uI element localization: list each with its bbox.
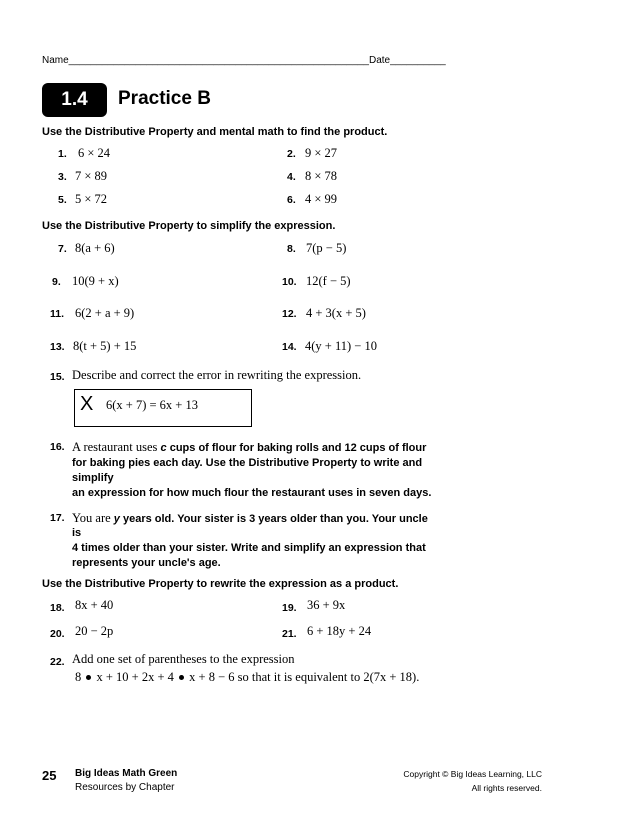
problem-expression: 6 + 18y + 24 (307, 624, 372, 638)
error-expression: 6(x + 7) = 6x + 13 (106, 398, 198, 412)
problem-number: 17. (50, 512, 65, 524)
text-lead: You are (72, 511, 114, 525)
expr-part: x + 8 − 6 (189, 670, 235, 684)
problem-number: 10. (282, 276, 297, 288)
section2-instruction: Use the Distributive Property to simplify the expression. (42, 220, 336, 232)
page-number: 25 (42, 768, 57, 783)
problem-expression: 8 × 78 (305, 169, 338, 183)
problem-number: 1. (58, 148, 67, 160)
problem-number: 12. (282, 308, 297, 320)
problem-number: 5. (58, 194, 67, 206)
problem-number: 2. (287, 148, 296, 160)
problem-number: 4. (287, 171, 296, 183)
problem-number: 9. (52, 276, 61, 288)
section3-instruction: Use the Distributive Property to rewrite the expression as a product. (42, 578, 399, 590)
problem-text-line: an expression for how much flour the restaurant uses in seven days. (72, 487, 432, 499)
target-expression: 2(7x + 18). (363, 670, 420, 684)
problem-expression: 8x + 40 (75, 598, 114, 612)
page-title: Practice B (118, 88, 211, 109)
problem-number: 20. (50, 628, 65, 640)
problem-text: Describe and correct the error in rewriting the expression. (72, 368, 362, 382)
expr-part: x + 10 + 2x + 4 (96, 670, 174, 684)
footer-copyright: Copyright © Big Ideas Learning, LLC (403, 769, 542, 779)
footer-rights: All rights reserved. (471, 783, 542, 793)
problem-expression: 8(a + 6) (75, 241, 115, 255)
error-x-mark: X (80, 393, 94, 415)
name-date-line: Name______________________________________________________Date__________ (42, 55, 446, 66)
problem-expression: 9 × 27 (305, 146, 338, 160)
variable: c (160, 442, 167, 454)
text-rest: years old. Your sister is 3 years older than you. Your uncle (119, 513, 428, 525)
variable: y (113, 513, 120, 525)
problem-expression: 7 × 89 (75, 169, 108, 183)
problem-expression: 5 × 72 (75, 192, 108, 206)
text-lead: A restaurant uses (72, 440, 161, 454)
problem-text-line: 4 times older than your sister. Write and simplify an expression that (72, 542, 426, 554)
problem-expression: 20 − 2p (75, 624, 114, 638)
problem-text-line: for baking pies each day. Use the Distributive Property to write and (72, 457, 423, 469)
footer-book-title: Big Ideas Math Green (75, 768, 178, 779)
problem-expression: 10(9 + x) (72, 274, 119, 288)
footer-resources: Resources by Chapter (75, 782, 175, 793)
problem-expression: 8(t + 5) + 15 (73, 339, 137, 353)
problem-text-line: represents your uncle's age. (72, 557, 221, 569)
section-badge: 1.4 (42, 83, 107, 117)
problem-text-line (72, 440, 426, 455)
problem-expression: 12(f − 5) (306, 274, 351, 288)
problem-number: 19. (282, 602, 297, 614)
problem-text-line (72, 511, 428, 526)
section1-instruction: Use the Distributive Property and mental math to find the product. (42, 126, 388, 138)
problem-expression: 4 × 99 (305, 192, 338, 206)
problem-expression: 4(y + 11) − 10 (305, 339, 377, 353)
problem-number: 15. (50, 371, 65, 383)
problem-number: 11. (50, 308, 65, 320)
problem-expression: 6 × 24 (78, 146, 111, 160)
problem-expression: 4 + 3(x + 5) (306, 306, 366, 320)
problem-expression: 36 + 9x (307, 598, 346, 612)
problem-number: 16. (50, 441, 65, 453)
problem-number: 14. (282, 341, 297, 353)
problem-number: 8. (287, 243, 296, 255)
text-rest: cups of flour for baking rolls and 12 cups of flour (166, 442, 427, 454)
expr-part: 8 (75, 670, 82, 684)
problem-number: 6. (287, 194, 296, 206)
problem-text-line: is (72, 527, 82, 539)
problem22-expression (75, 670, 419, 685)
problem-number: 21. (282, 628, 297, 640)
problem-number: 7. (58, 243, 67, 255)
so-that-text: so that it is equivalent to (237, 670, 361, 684)
dot-operator (86, 675, 91, 680)
problem-number: 22. (50, 656, 65, 668)
problem-text-line: simplify (72, 472, 114, 484)
dot-operator (179, 675, 184, 680)
problem-expression: 7(p − 5) (306, 241, 347, 255)
problem-number: 3. (58, 171, 67, 183)
problem-expression: 6(2 + a + 9) (75, 306, 135, 320)
problem-number: 18. (50, 602, 65, 614)
problem-number: 13. (50, 341, 65, 353)
problem-text: Add one set of parentheses to the expression (72, 652, 295, 666)
